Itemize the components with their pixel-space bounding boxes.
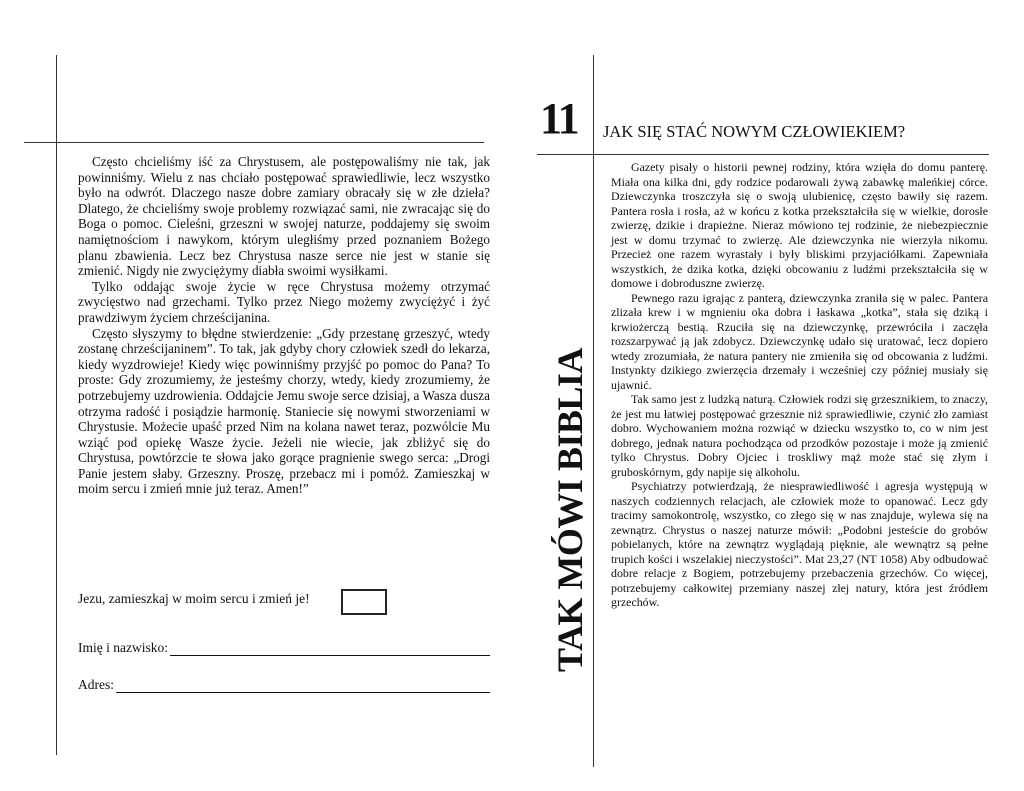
prayer-checkbox[interactable] [341,589,387,615]
right-paragraph: Tak samo jest z ludzką naturą. Człowiek rodzi się grzesznikiem, to znaczy, że jest mu łatwiej postępować grzesznie niż sprawiedliwie, czynić zło zamiast dobro. Wychowaniem można rozwiąć w dziecku wszystko to, co w nim jest dobrego, jednak natura pochodząca od przodków pozostaje i może ją zmienić tylko Chrystus. Dobry Ojciec i troskliwy mąż może stać się złym i gruboskórnym, gdy napije się alkoholu. [611,392,988,479]
right-paragraph: Gazety pisały o historii pewnej rodziny, która wzięła do domu panterę. Miała ona kilka dni, gdy rodzice podarowali żywą zabawkę maleńkiej córce. Dziewczynka troszczyła się o swoją ulubienicę, często bawiły się razem. Pantera rosła i rosła, aż w końcu z kotka przekształciła się w wielkie, dorosłe zwierzę, dzikie i drapieżne. Nieraz mówiono tej rodzinie, że niebezpiecznie jest w domu trzymać to zwierzę. Ale dziewczynka nie wierzyła nikomu. Przecież one razem wyrastały i były bliskimi przyjaciółkami. Zapewniała wszystkich, że dzika kotka, dzięki obcowaniu z ludźmi przekształciła się w domowe i dobroduszne zwierzę. [611,160,988,290]
right-paragraph: Pewnego razu igrając z panterą, dziewczynka zraniła się w palec. Pantera zlizała krew i w mgnieniu oka dobra i łaskawa „kotka”, stała się dziką i krwiożerczą bestią. Rzuciła się na dziewczynkę, przewróciła i zaczęła rozszarpywać ją jak zdobycz. Dziewczynkę udało się uratować, lecz dopiero wtedy zrozumiała, że natura pantery nie zmieniła się od obcowania z ludźmi. Instynkty dzikiego zwierzęcia drzemały i wcześniej czy później musiały się ujawnić. [611,290,988,392]
left-margin-rule [56,55,57,755]
left-page-top-rule [24,142,484,143]
page-number: 11 [540,94,578,143]
address-label: Adres: [78,677,114,692]
left-paragraph: Często słyszymy to błędne stwierdzenie: „Gdy przestanę grzeszyć, wtedy zostanę chrześcijaninem”. To tak, jak gdyby chory człowiek szedł do lekarza, kiedy wyzdrowieje! Kiedy więc powinniśmy przyjść po pomoc do Pana? To proste: Gdy zrozumiemy, że jesteśmy chorzy, wtedy, kiedy zrozumiemy, że potrzebujemy uzdrowienia. Oddajcie Jemu swoje serce dzisiaj, a Wasza dusza otrzyma radość i posiądzie harmonię. Staniecie się nowymi stworzeniami w Chrystusie. Możecie upaść przed Nim na kolana nawet teraz, pozwólcie Mu wziąć pod opiekę Wasze życie. Jeżeli nie wiecie, jak zbliżyć się do Chrystusa, powtórzcie te słowa jako gorące pragnienie swego serca: „Drogi Panie jestem słaby. Grzeszny. Proszę, przebacz mi i pomóż. Zamieszkaj w moim sercu i zmień mnie już teraz. Amen!” [78,325,490,497]
name-label: Imię i nazwisko: [78,640,168,655]
prayer-label: Jezu, zamieszkaj w moim sercu i zmień je! [78,591,310,606]
left-paragraph: Tylko oddając swoje życie w ręce Chrystusa możemy otrzymać zwycięstwo nad grzechami. Tylko przez Niego możemy zwyciężyć i żyć prawdziwym życiem chrześcijanina. [78,278,490,325]
left-page-body [78,154,490,497]
right-page-header-rule [537,154,989,155]
address-field[interactable] [78,677,490,693]
right-page-body [611,160,988,610]
center-fold-rule [593,55,594,767]
name-field[interactable] [78,640,490,656]
name-input-line[interactable] [170,643,490,656]
address-input-line[interactable] [116,680,490,693]
right-paragraph: Psychiatrzy potwierdzają, że niesprawiedliwość i agresja występują w naszych codziennych relacjach, ale człowiek może to opanować. Lecz gdy tracimy samokontrolę, wszystko, co złego się w nas znajduje, wylewa się na zewnątrz. Chrystus o naszej naturze mówił: „Podobni jesteście do grobów pobielanych, które na zewnątrz wyglądają pięknie, ale wewnątrz są pełne trupich kości i wszelakiej nieczystości”. Mat 23,27 (NT 1058) Aby odbudować dobre relacje z Bogiem, potrzebujemy przebaczenia grzechów. Co więcej, potrzebujemy całkowitej przemiany naszej złej natury, która jest źródłem grzechów. [611,479,988,609]
left-paragraph: Często chcieliśmy iść za Chrystusem, ale postępowaliśmy nie tak, jak powinniśmy. Wielu z nas chciało postępować sprawiedliwie, lecz wszystko było na odwrót. Dlaczego nasze dobre zamiary obracały się w złe dzieła? Dlatego, że chcieliśmy swoje problemy rozwiązać sami, nie zwracając się do Boga o pomoc. Cieleśni, grzeszni w swojej naturze, poddajemy się swoim namiętnościom i nawykom, którym uległiśmy przed poznaniem Bożego planu zbawienia. Lecz bez Chrystusa nasze serce nie jest w stanie się zmienić. Nigdy nie zwyciężymy diabła swoimi wysiłkami. [78,154,490,279]
chapter-title: JAK SIĘ STAĆ NOWYM CZŁOWIEKIEM? [603,122,906,141]
series-vertical-title: TAK MÓWI BIBLIA [550,348,590,672]
